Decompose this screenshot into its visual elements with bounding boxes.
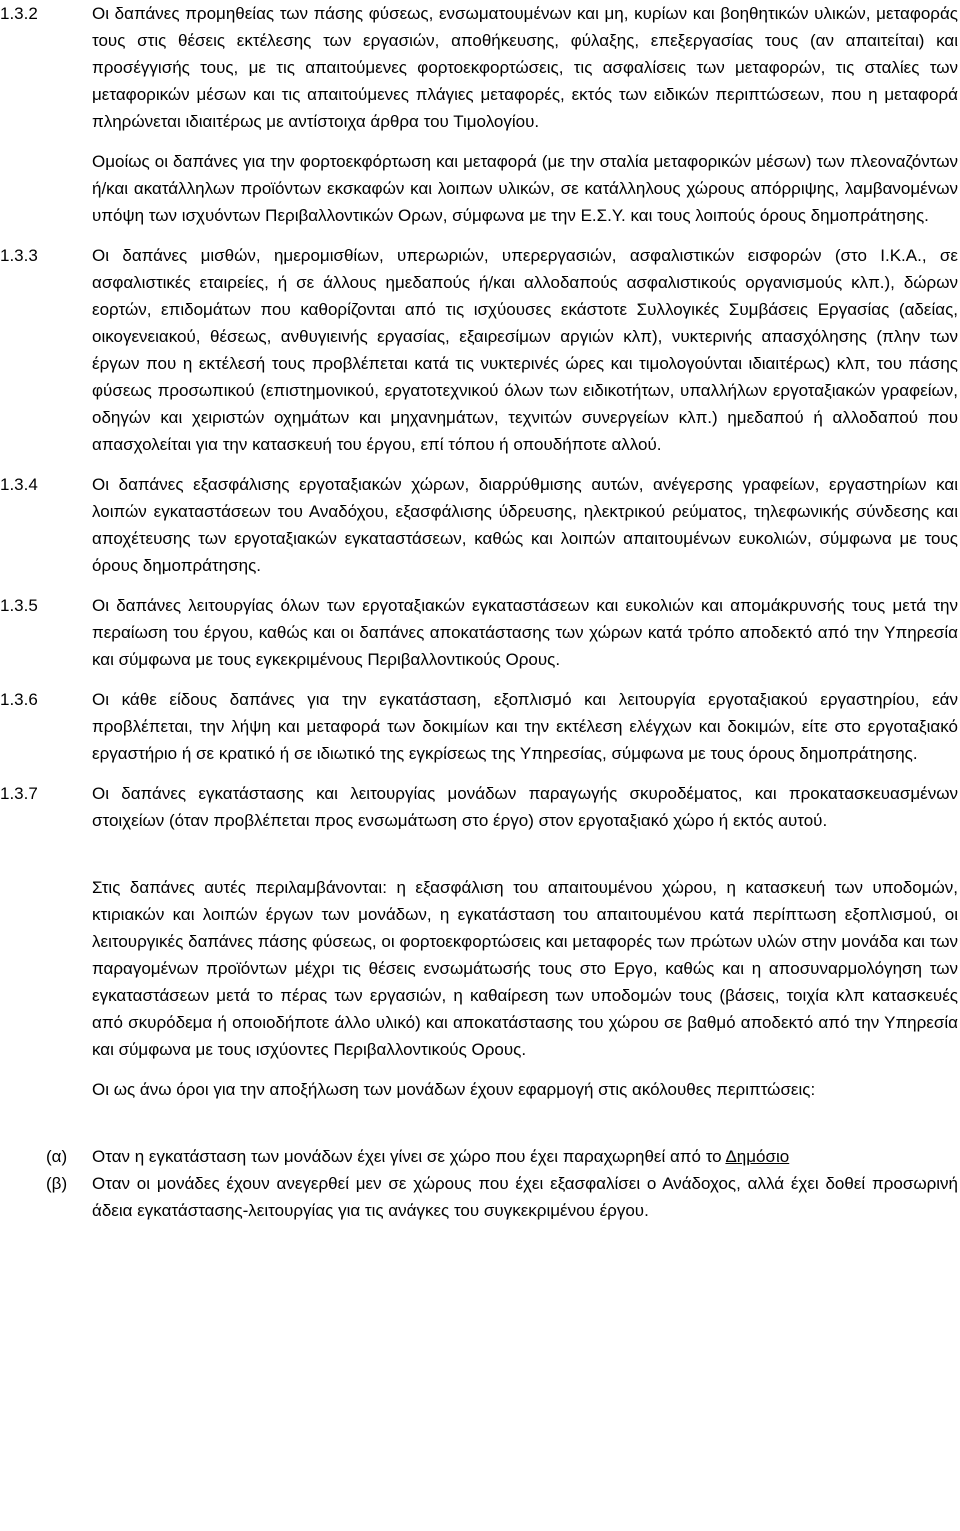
section-1-3-3 bbox=[0, 242, 958, 458]
list-item-text bbox=[92, 1143, 958, 1170]
list-item-text: Οταν οι μονάδες έχουν ανεγερθεί μεν σε χώρους που έχει εξασφαλίσει ο Ανάδοχος, αλλά έχει δοθεί προσωρινή άδεια εγκατάστασης-λειτουργίας για τις ανάγκες του συγκεκριμένου έργου. bbox=[92, 1174, 958, 1220]
section-text: Οι δαπάνες εξασφάλισης εργοταξιακών χώρων, διαρρύθμισης αυτών, ανέγερσης γραφείων, εργαστηρίων και λοιπών εγκαταστάσεων του Αναδόχου, εξασφάλισης ύδρευσης, ηλεκτρικού ρεύματος, τηλεφωνικής σύνδεσης και αποχέτευσης των εργοταξιακών εγκαταστάσεων, καθώς και λοιπών απαιτουμένων ευκολιών, σύμφωνα με τους όρους δημοπράτησης. bbox=[92, 475, 958, 575]
cases-intro-text: Οι ως άνω όροι για την αποξήλωση των μονάδων έχουν εφαρμογή στις ακόλουθες περιπτώσεις: bbox=[92, 1080, 816, 1099]
section-number: 1.3.3 bbox=[0, 246, 38, 265]
section-number: 1.3.2 bbox=[0, 4, 38, 23]
section-1-3-7 bbox=[0, 780, 958, 834]
cases-intro-paragraph bbox=[92, 1076, 958, 1103]
list-item bbox=[0, 1170, 958, 1224]
section-number: 1.3.6 bbox=[0, 690, 38, 709]
section-number: 1.3.7 bbox=[0, 784, 38, 803]
list-item-label: (β) bbox=[46, 1174, 68, 1193]
section-text: Οι δαπάνες εγκατάστασης και λειτουργίας μονάδων παραγωγής σκυροδέματος, και προκατασκευασμένων στοιχείων (όταν προβλέπεται προς ενσωμάτωση στο έργο) στον εργοταξιακό χώρο ή εκτός αυτού. bbox=[92, 784, 958, 830]
costs-included-paragraph: Στις δαπάνες αυτές περιλαμβάνονται: η εξασφάλιση του απαιτουμένου χώρου, η κατασκευή των υποδομών, κτιριακών και λοιπών έργων των μονάδων, η εγκατάσταση του απαιτουμένου κατά περίπτωση εξοπλισμού, οι λειτουργικές δαπάνες πάσης φύσεως, οι φορτοεκφορτώσεις και μεταφορές των πρώτων υλών στην μονάδα και των παραγομένων προϊόντων μέχρι τις θέσεις ενσωμάτωσής τους στο Εργο, καθώς και η αποσυναρμολόγηση των εγκαταστάσεων μετά το πέρας των εργασιών, η καθαίρεση των υποδομών τους (βάσεις, τοιχία κλπ κατασκευές από σκυρόδεμα ή οποιοδήποτε άλλο υλικό) και αποκατάστασης του χώρου σε βαθμό αποδεκτό από την Υπηρεσία και σύμφωνα με τους ισχύοντες Περιβαλλοντικούς Ορους. bbox=[92, 878, 958, 1059]
section-text: Οι δαπάνες προμηθείας των πάσης φύσεως, ενσωματουμένων και μη, κυρίων και βοηθητικών υλικών, μεταφοράς τους στις θέσεις εκτέλεσης των εργασιών, αποθήκευσης, φύλαξης, επεξεργασίας τους (αν απαιτείται) και προσέγγισής τους, με τις απαιτούμενες φορτοεκφορτώσεις, τις ασφαλίσεις των μεταφορών, τις σταλίες των μεταφορικών μέσων και τις απαιτούμενες πλάγιες μεταφορές, εκτός των ειδικών περιπτώσεων, που η μεταφορά πληρώνεται ιδιαιτέρως με αντίστοιχα άρθρα του Τιμολογίου. bbox=[92, 4, 958, 131]
section-text: Οι δαπάνες μισθών, ημερομισθίων, υπερωριών, υπερεργασιών, ασφαλιστικών εισφορών (στο Ι.Κ.Α., σε ασφαλιστικές εταιρείες, ή σε άλλους ημεδαπούς ή/και αλλοδαπούς ασφαλιστικούς οργανισμούς κλπ.), δώρων εορτών, επιδομάτων που καθορίζονται από τις ισχύουσες εκάστοτε Συλλογικές Συμβάσεις Εργασίας (αδείας, οικογενειακού, θέσεως, ανθυγιεινής εργασίας, εξαιρεσίμων αργιών κλπ), νυκτερινής απασχόλησης (πλην των έργων που η εκτέλεσή τους προβλέπεται κατά τις νυκτερινές ώρες και τιμολογούνται ιδιαιτέρως) κλπ, του πάσης φύσεως προσωπικού (επιστημονικού, εργατοτεχνικού όλων των ειδικοτήτων, υπαλλήλων εργοταξιακών γραφείων, οδηγών και χειριστών οχημάτων και μηχανημάτων, τεχνιτών συνεργείων κλπ.) ημεδαπού ή αλλοδαπού που απασχολείται για την κατασκευή του έργου, επί τόπου ή οπουδήποτε αλλού. bbox=[92, 246, 958, 454]
section-number: 1.3.4 bbox=[0, 475, 38, 494]
list-item bbox=[0, 1143, 958, 1170]
list-item-text-before: Οταν η εγκατάσταση των μονάδων έχει γίνει σε χώρο που έχει παραχωρηθεί από το bbox=[92, 1147, 726, 1166]
section-1-3-2-extra-paragraph: Ομοίως οι δαπάνες για την φορτοεκφόρτωση και μεταφορά (με την σταλία μεταφορικών μέσων) των πλεοναζόντων ή/και ακατάλληλων προϊόντων εκσκαφών και λοιπων υλικών, σε κατάλληλους χώρους απόρριψης, λαμβανομένων υπόψη των ισχυόντων Περιβαλλοντικών Ορων, σύμφωνα με την Ε.Σ.Υ. και τους λοιπούς όρους δημοπράτησης. bbox=[92, 152, 958, 225]
cases-list bbox=[0, 1143, 958, 1224]
section-number: 1.3.5 bbox=[0, 596, 38, 615]
section-text: Οι δαπάνες λειτουργίας όλων των εργοταξιακών εγκαταστάσεων και ευκολιών και απομάκρυνσής τους μετά την περαίωση του έργου, καθώς και οι δαπάνες αποκατάστασης των χώρων κατά τρόπο αποδεκτό από την Υπηρεσία και σύμφωνα με τους εγκεκριμένους Περιβαλλοντικούς Ορους. bbox=[92, 596, 958, 669]
section-text: Οι κάθε είδους δαπάνες για την εγκατάσταση, εξοπλισμό και λειτουργία εργοταξιακού εργαστηρίου, εάν προβλέπεται, την λήψη και μεταφορά των δοκιμίων και την εκτέλεση ελέγχων και δοκιμών, είτε στο εργοταξιακό εργαστήριο ή σε κρατικό ή σε ιδιωτικό της εγκρίσεως της Υπηρεσίας, σύμφωνα με τους όρους δημοπράτησης. bbox=[92, 690, 958, 763]
list-item-label: (α) bbox=[46, 1147, 68, 1166]
section-1-3-6 bbox=[0, 686, 958, 767]
section-1-3-2 bbox=[0, 0, 958, 135]
section-1-3-5 bbox=[0, 592, 958, 673]
list-item-text-underlined: Δημόσιο bbox=[725, 1147, 790, 1166]
section-1-3-4 bbox=[0, 471, 958, 579]
